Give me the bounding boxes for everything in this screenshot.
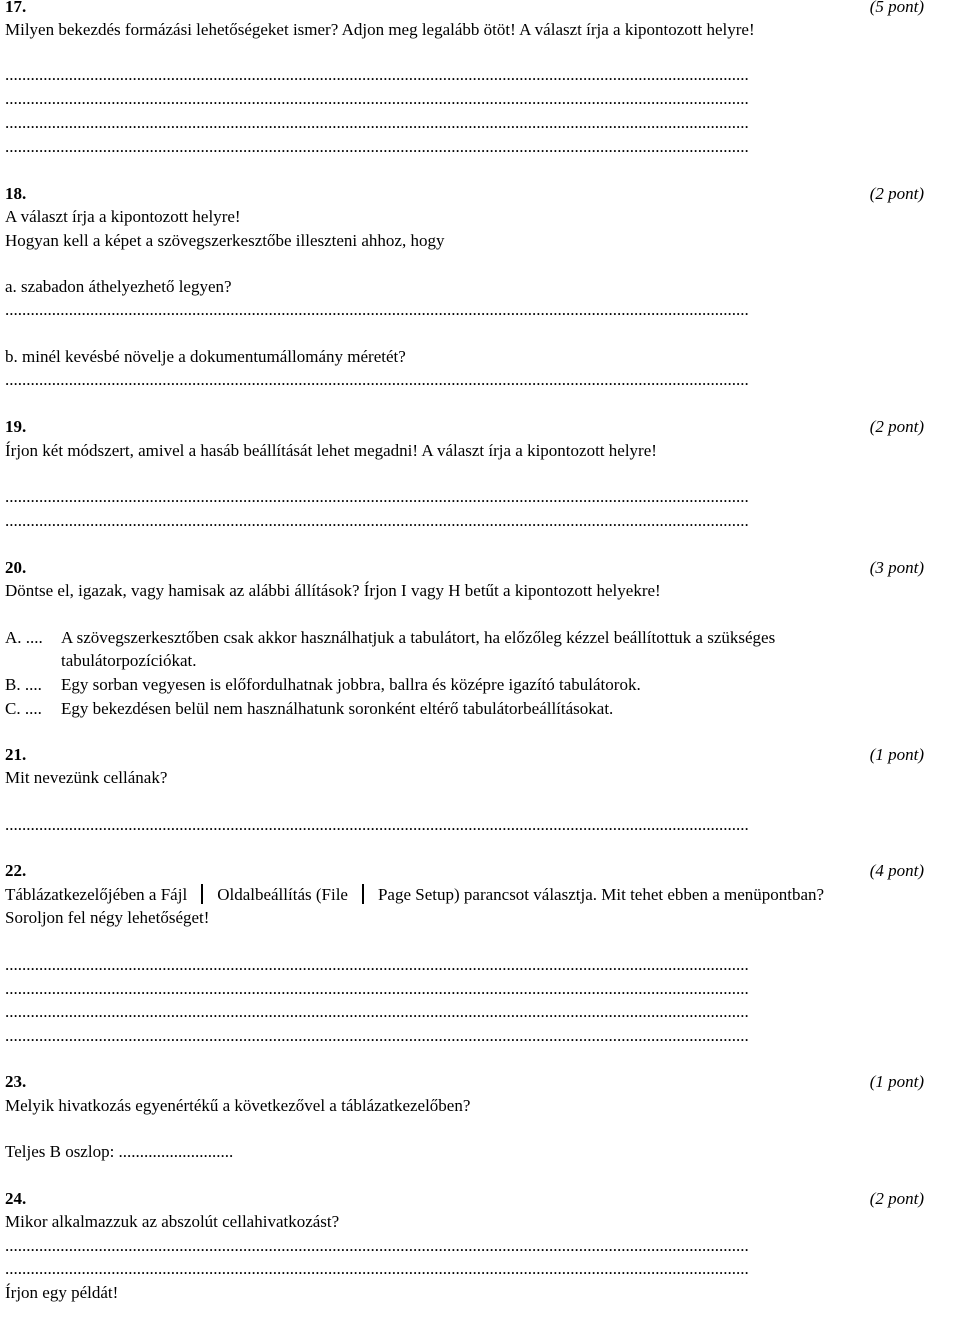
q17-number: 17. — [5, 0, 27, 16]
q20-item-label[interactable]: A. .... — [5, 628, 43, 647]
q21-prompt: Mit nevezünk cellának? — [5, 768, 168, 787]
q20-prompt: Döntse el, igazak, vagy hamisak az alábbi állítások? Írjon I vagy H betűt a kipontozott helyekre! — [5, 581, 661, 600]
q22-number: 22. — [5, 861, 27, 880]
answer-line[interactable]: ............................................................................................................................................................................... — [5, 1002, 749, 1021]
q20-points: (3 pont) — [869, 558, 924, 577]
q22-part3: Page Setup) parancsot választja. Mit tehet ebben a menüpontban? — [377, 885, 825, 904]
q20-item-label[interactable]: C. .... — [5, 699, 42, 718]
answer-line[interactable]: ............................................................................................................................................................................... — [5, 815, 749, 834]
answer-line[interactable]: ............................................................................................................................................................................... — [5, 370, 749, 389]
q18-b: b. minél kevésbé növelje a dokumentumállomány méretét? — [5, 347, 406, 366]
q24-number: 24. — [5, 1189, 27, 1208]
answer-line[interactable]: ............................................................................................................................................................................... — [5, 137, 749, 156]
q20-item-text-cont: tabulátorpozíciókat. — [61, 651, 197, 670]
q18-line2: Hogyan kell a képet a szövegszerkesztőbe illeszteni ahhoz, hogy — [5, 231, 445, 250]
q24-example: Írjon egy példát! — [5, 1283, 119, 1302]
q19-prompt: Írjon két módszert, amivel a hasáb beállítását lehet megadni! A választ írja a kipontozott helyre! — [5, 441, 657, 460]
q19-number: 19. — [5, 417, 27, 436]
menu-separator — [362, 884, 364, 904]
q18-a: a. szabadon áthelyezhető legyen? — [5, 277, 232, 296]
answer-line[interactable]: ............................................................................................................................................................................... — [5, 65, 749, 84]
q18-points: (2 pont) — [869, 184, 924, 203]
q18-line1: A választ írja a kipontozott helyre! — [5, 207, 241, 226]
q17-points: (5 pont) — [869, 0, 924, 16]
answer-line[interactable]: ............................................................................................................................................................................... — [5, 89, 749, 108]
q23-prompt: Melyik hivatkozás egyenértékű a következővel a táblázatkezelőben? — [5, 1096, 471, 1115]
q22-points: (4 pont) — [869, 861, 924, 880]
answer-line[interactable]: ............................................................................................................................................................................... — [5, 979, 749, 998]
answer-line[interactable]: ............................................................................................................................................................................... — [5, 1236, 749, 1255]
answer-line[interactable]: ............................................................................................................................................................................... — [5, 511, 749, 530]
q21-points: (1 pont) — [869, 745, 924, 764]
q20-item-text: Egy bekezdésen belül nem használhatunk soronként eltérő tabulátorbeállításokat. — [61, 699, 614, 718]
q20-item-text: A szövegszerkesztőben csak akkor használhatjuk a tabulátort, ha előzőleg kézzel beállítottuk a szükséges — [61, 628, 776, 647]
answer-line[interactable]: ............................................................................................................................................................................... — [5, 487, 749, 506]
q20-number: 20. — [5, 558, 27, 577]
answer-line[interactable]: ............................................................................................................................................................................... — [5, 113, 749, 132]
q19-points: (2 pont) — [869, 417, 924, 436]
q23-answer[interactable]: Teljes B oszlop: ........................... — [5, 1142, 234, 1161]
q22-part2: Oldalbeállítás (File — [217, 885, 348, 904]
q20-item-text: Egy sorban vegyesen is előfordulhatnak jobbra, ballra és középre igazító tabulátorok. — [61, 675, 641, 694]
q18-number: 18. — [5, 184, 27, 203]
q24-prompt: Mikor alkalmazzuk az abszolút cellahivatkozást? — [5, 1212, 340, 1231]
menu-separator — [201, 884, 203, 904]
q24-points: (2 pont) — [869, 1189, 924, 1208]
q20-item-label[interactable]: B. .... — [5, 675, 42, 694]
answer-line[interactable]: ............................................................................................................................................................................... — [5, 955, 749, 974]
q17-prompt: Milyen bekezdés formázási lehetőségeket ismer? Adjon meg legalább ötöt! A választ írja a kipontozott helyre! — [5, 20, 755, 39]
answer-line[interactable]: ............................................................................................................................................................................... — [5, 1259, 749, 1278]
q22-prompt — [5, 884, 824, 906]
answer-line[interactable]: ............................................................................................................................................................................... — [5, 1026, 749, 1045]
q22-part1: Táblázatkezelőjében a Fájl — [5, 885, 188, 904]
answer-line[interactable]: ............................................................................................................................................................................... — [5, 300, 749, 319]
q23-points: (1 pont) — [869, 1072, 924, 1091]
q23-number: 23. — [5, 1072, 27, 1091]
q21-number: 21. — [5, 745, 27, 764]
q22-line2: Soroljon fel négy lehetőséget! — [5, 908, 210, 927]
